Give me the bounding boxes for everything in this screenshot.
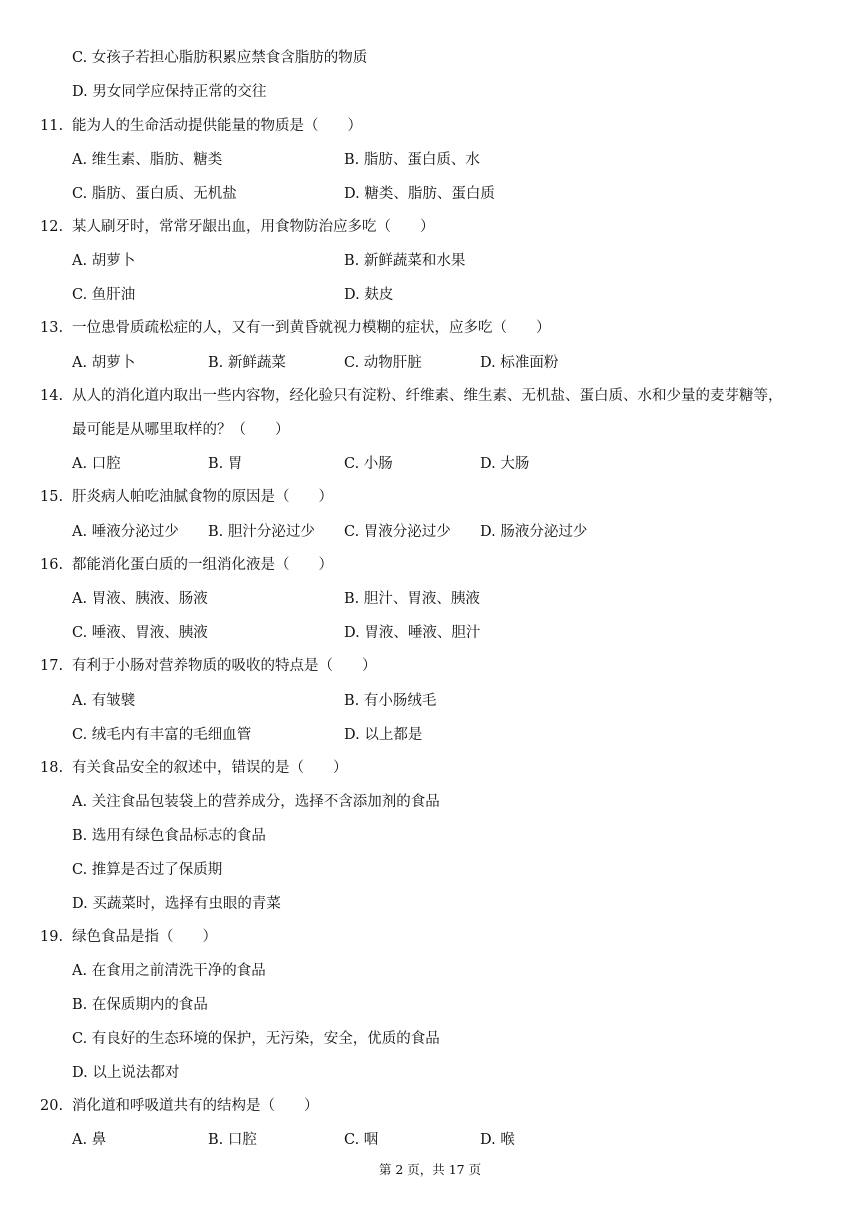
option-text: B. 有小肠绒毛 [344, 693, 437, 709]
option-text: A. 胃液、胰液、肠液 [72, 591, 208, 607]
option-text: C. 小肠 [344, 456, 393, 472]
option-text: B. 胆汁分泌过少 [208, 524, 315, 540]
option-text: D. 买蔬菜时，选择有虫眼的青菜 [72, 896, 281, 912]
question-stem: 绿色食品是指（ ） [72, 929, 217, 945]
question-stem: 能为人的生命活动提供能量的物质是（ ） [72, 118, 362, 134]
option-text: C. 鱼肝油 [72, 287, 136, 303]
question-number: 18. [40, 760, 64, 776]
option-text: C. 动物肝脏 [344, 355, 422, 371]
option-text: C. 有良好的生态环境的保护，无污染，安全，优质的食品 [72, 1031, 440, 1047]
option-text: C. 胃液分泌过少 [344, 524, 451, 540]
question-number: 11. [40, 118, 64, 134]
option-text: C. 绒毛内有丰富的毛细血管 [72, 727, 252, 743]
option-text: D. 胃液、唾液、胆汁 [344, 625, 481, 641]
option-text: D. 肠液分泌过少 [480, 524, 588, 540]
question-number: 17. [40, 658, 64, 674]
question-number: 16. [40, 557, 64, 573]
option-text: A. 有皱襞 [72, 693, 136, 709]
question-number: 20. [40, 1098, 64, 1114]
question-stem: 一位患骨质疏松症的人，又有一到黄昏就视力模糊的症状，应多吃（ ） [72, 320, 551, 336]
option-text: D. 以上都是 [344, 727, 423, 743]
page-footer: 第 2 页，共 17 页 [378, 1162, 482, 1177]
option-text: A. 唾液分泌过少 [72, 524, 179, 540]
option-text: D. 喉 [480, 1132, 515, 1148]
option-text: B. 口腔 [208, 1132, 257, 1148]
question-stem: 都能消化蛋白质的一组消化液是（ ） [72, 557, 333, 573]
question-stem: 有利于小肠对营养物质的吸收的特点是（ ） [72, 658, 377, 674]
option-text: C. 咽 [344, 1132, 379, 1148]
question-stem-continued: 最可能是从哪里取样的？（ ） [72, 422, 290, 438]
question-stem: 肝炎病人帕吃油腻食物的原因是（ ） [72, 489, 333, 505]
option-text: D. 大肠 [480, 456, 530, 472]
option-text: C. 女孩子若担心脂肪积累应禁食含脂肪的物质 [72, 50, 368, 66]
option-text: B. 选用有绿色食品标志的食品 [72, 828, 266, 844]
option-text: D. 男女同学应保持正常的交往 [72, 84, 267, 100]
option-text: A. 鼻 [72, 1132, 107, 1148]
option-text: A. 关注食品包装袋上的营养成分，选择不含添加剂的食品 [72, 794, 440, 810]
option-text: D. 以上说法都对 [72, 1065, 180, 1081]
option-text: C. 唾液、胃液、胰液 [72, 625, 208, 641]
question-number: 12. [40, 219, 64, 235]
option-text: A. 维生素、脂肪、糖类 [72, 152, 223, 168]
option-text: B. 胆汁、胃液、胰液 [344, 591, 480, 607]
question-number: 19. [40, 929, 64, 945]
question-number: 14. [40, 388, 64, 404]
option-text: D. 标准面粉 [480, 355, 559, 371]
option-text: D. 糖类、脂肪、蛋白质 [344, 186, 495, 202]
option-text: B. 脂肪、蛋白质、水 [344, 152, 480, 168]
option-text: C. 脂肪、蛋白质、无机盐 [72, 186, 237, 202]
option-text: B. 新鲜蔬菜 [208, 355, 286, 371]
question-number: 13. [40, 320, 64, 336]
option-text: B. 胃 [208, 456, 243, 472]
option-text: D. 麸皮 [344, 287, 394, 303]
question-stem: 某人刷牙时，常常牙龈出血，用食物防治应多吃（ ） [72, 219, 435, 235]
question-stem: 有关食品安全的叙述中，错误的是（ ） [72, 760, 348, 776]
option-text: A. 胡萝卜 [72, 253, 136, 269]
question-number: 15. [40, 489, 64, 505]
option-text: B. 新鲜蔬菜和水果 [344, 253, 466, 269]
option-text: B. 在保质期内的食品 [72, 997, 208, 1013]
option-text: A. 胡萝卜 [72, 355, 136, 371]
option-text: A. 口腔 [72, 456, 121, 472]
question-stem: 从人的消化道内取出一些内容物，经化验只有淀粉、纤维素、维生素、无机盐、蛋白质、水和少量的麦芽糖等， [72, 388, 783, 404]
option-text: A. 在食用之前清洗干净的食品 [72, 963, 266, 979]
option-text: C. 推算是否过了保质期 [72, 862, 223, 878]
question-stem: 消化道和呼吸道共有的结构是（ ） [72, 1098, 319, 1114]
